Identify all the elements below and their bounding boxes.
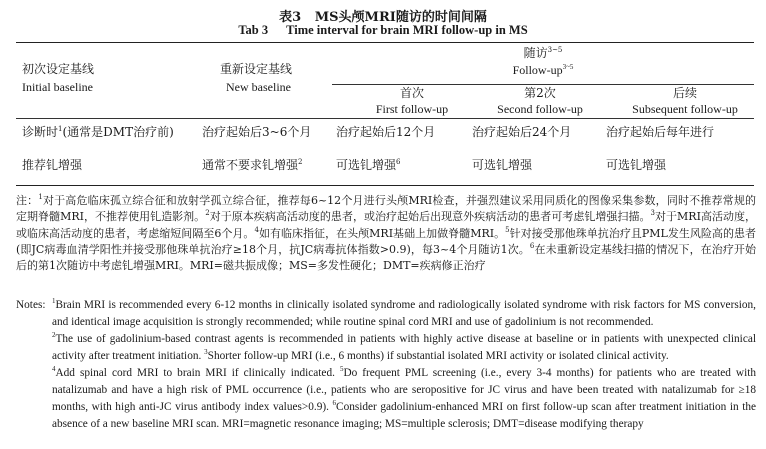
header-initial-en: Initial baseline [22, 80, 93, 94]
notes-en-label: Notes: [16, 299, 46, 311]
note-en-4: Add spinal cord MRI to brain MRI if clinically indicated. [55, 367, 335, 379]
caption-title-en: Time interval for brain MRI follow-up in MS [286, 23, 528, 37]
note-en-3: Shorter follow-up MRI (i.e., 6 months) if substantial isolated MRI activity or isolated clinical activity. [207, 350, 669, 362]
notes-cn-label: 注： [16, 194, 39, 207]
header-new-baseline [220, 62, 292, 94]
header-followup-cn: 随访 [523, 46, 548, 60]
header-followup-cn-sup: 3~5 [547, 46, 563, 54]
note-cn-3: 对于MRI高活动度，或临床高活动度的患者，考虑缩短间隔至6个月。 [16, 210, 757, 240]
note-cn-1: 对于高危临床孤立综合征和放射学孤立综合征，推荐每6~12个月进行头颅MRI检查，并强烈建议采用同质化的图像采集参数，同时不推荐常规的定期脊髓MRI，不推荐使用钆造影剂。 [16, 194, 757, 224]
header-second-en: Second follow-up [497, 102, 583, 116]
table-row-1-col-3: 治疗起始后12个月 [336, 125, 436, 139]
header-second-cn: 第2次 [524, 86, 556, 100]
note-cn-2: 对于原本疾病高活动度的患者，或治疗起始后出现意外疾病活动的患者可考虑钆增强扫描。 [209, 210, 651, 224]
table-row-2-col-5: 可选钆增强 [606, 158, 667, 172]
table-row-1-col-4: 治疗起始后24个月 [472, 125, 572, 139]
header-new-cn: 重新设定基线 [220, 62, 293, 76]
table-row-2-col-2: 通常不要求钆增强$^2$ [202, 158, 303, 172]
table-row-1-col-2: 治疗起始后3~6个月 [202, 125, 312, 139]
notes-english: Notes: $^1$Brain MRI is recommended every 6-12 months in clinically isolated syndrome and radiologically isolated syndrome with risk factors for MS conversion, and identical image acquisition is strongly recommended; while routine spinal cord MRI and use of gadolinium is not recommended. $^2$The use of gadolinium-based contrast agents is recommended in patients with highly active disease at baseline or in patients with unexpected clinical activity after treatment initiation. $^3$Shorter follow-up MRI (i.e., 6 months) if substantial isolated MRI activity or isolated clinical activity. $^4$Add spinal cord MRI to brain MRI if clinically indicated. $^5$Do frequent PML screening (i.e., every 3-4 months) for patients who are treated with natalizumab and have a high risk of PML occurrence (i.e., patients who are seropositive for JC virus and have been treated with natalizumab for ≥18 months, with high anti-JC virus antibody index values>0.9). $^6$Consider gadolinium-enhanced MRI on first follow-up scan after treatment initiation in the absence of a new baseline MRI scan. MRI=magnetic resonance imaging; MS=multiple sclerosis; DMT=disease modifying therapy [16, 297, 757, 430]
table-row-2-col-1: 推荐钆增强 [22, 158, 83, 172]
note-en-2: The use of gadolinium-based contrast agents is recommended in patients with highly active disease at baseline or in patients with unexpected clinical activity after treatment initiation. [52, 333, 756, 362]
caption-label-cn: 表3 [279, 10, 302, 25]
header-first-en: First follow-up [375, 102, 449, 116]
header-subsequent-followup [610, 86, 760, 116]
notes-chinese: 注：$^1$对于高危临床孤立综合征和放射学孤立综合征，推荐每6~12个月进行头颅MRI检查，并强烈建议采用同质化的图像采集参数，同时不推荐常规的定期脊髓MRI，不推荐使用钆造影剂。$^2$对于原本疾病高活动度的患者，或治疗起始后出现意外疾病活动的患者可考虑钆增强扫描。$^3$对于MRI高活动度，或临床高活动度的患者，考虑缩短间隔至6个月。$^4$如有临床指征，在头颅MRI基础上加做脊髓MRI。$^5$针对接受那他珠单抗治疗且PML发生风险高的患者(即JC病毒血清学阳性并接受那他珠单抗治疗≥18个月，抗JC病毒抗体指数>0.9)，每3~4个月随访1次。$^6$在未重新设定基线扫描的情况下，在治疗开始后的第1次随访中考虑钆增强MRI。MRI=磁共振成像；MS=多发性硬化；DMT=疾病修正治疗 [16, 193, 757, 273]
note-en-6: Consider gadolinium-enhanced MRI on first follow-up scan after treatment initiation in the absence of a new baseline MRI scan. MRI=magnetic resonance imaging; MS=multiple sclerosis; DMT=disease modifying therapy [52, 401, 757, 430]
header-subsequent-cn: 后续 [672, 86, 697, 100]
note-cn-4: 如有临床指征，在头颅MRI基础上加做脊髓MRI。 [258, 226, 506, 240]
header-followup [332, 46, 754, 77]
table-row-2-col-3: 可选钆增强$^6$ [336, 158, 401, 172]
header-first-cn: 首次 [399, 86, 424, 100]
caption-label-en: Tab 3 [238, 23, 269, 37]
table-caption-en [0, 23, 766, 38]
note-en-5: Do frequent PML screening (i.e., every 3-4 months) for patients who are treated with natalizumab and have a high risk of PML occurrence (i.e., patients who are seropositive for JC virus and have been treated with natalizumab for ≥18 months, with high anti-JC virus antibody index values>0.9). [52, 367, 756, 413]
table-row-1-col-5: 治疗起始后每年进行 [606, 125, 715, 139]
header-new-en: New baseline [226, 80, 291, 94]
header-first-followup [352, 86, 472, 116]
header-subsequent-en: Subsequent follow-up [632, 102, 738, 116]
header-followup-en: Follow-up [512, 63, 563, 77]
note-cn-6: 在未重新设定基线扫描的情况下，在治疗开始后的第1次随访中考虑钆增强MRI。MRI=磁共振成像；MS=多发性硬化；DMT=疾病修正治疗 [16, 242, 756, 273]
note-en-1: Brain MRI is recommended every 6-12 months in clinically isolated syndrome and radiologically isolated syndrome with risk factors for MS conversion, and identical image acquisition is strongly recommended; while routine spinal cord MRI and use of gadolinium is not recommended. [52, 299, 756, 328]
header-followup-en-sup: 3~5 [562, 63, 574, 71]
table-row-2-col-4: 可选钆增强 [472, 158, 533, 172]
header-second-followup [480, 86, 600, 116]
header-bottom-rule [16, 118, 754, 119]
note-cn-5: 针对接受那他珠单抗治疗且PML发生风险高的患者(即JC病毒血清学阳性并接受那他珠单抗治疗≥18个月，抗JC病毒抗体指数>0.9)，每3~4个月随访1次。 [16, 226, 757, 256]
header-initial-cn: 初次设定基线 [22, 62, 95, 76]
table-row-1-col-1: 诊断时$^1$(通常是DMT治疗前) [22, 125, 174, 139]
table-top-rule [16, 42, 754, 43]
header-initial-baseline [22, 62, 94, 94]
caption-title-cn: MS头颅MRI随访的时间间隔 [314, 10, 487, 25]
table-bottom-rule [16, 185, 754, 186]
followup-span-rule [332, 84, 754, 85]
